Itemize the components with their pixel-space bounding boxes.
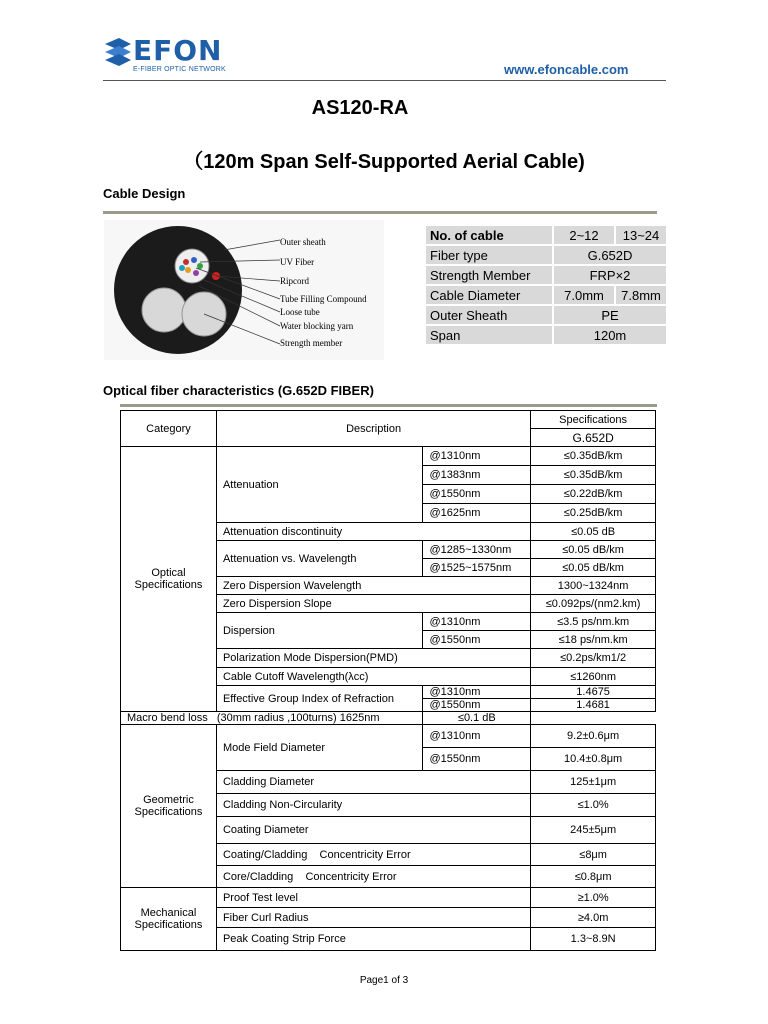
row-condition: @1550nm xyxy=(423,631,531,649)
row-value: ≤0.2ps/km1/2 xyxy=(531,649,656,668)
row-label: Polarization Mode Dispersion(PMD) xyxy=(216,649,530,668)
label-strength-member: Strength member xyxy=(280,338,343,348)
row-label: Attenuation xyxy=(216,447,423,523)
spec-row xyxy=(426,246,666,264)
row-value: ≤0.1 dB xyxy=(423,712,531,725)
row-value: ≤8μm xyxy=(531,844,656,866)
website-link[interactable]: www.efoncable.com xyxy=(504,62,629,77)
row-value: ≥4.0m xyxy=(531,908,656,928)
row-label: Attenuation vs. Wavelength xyxy=(216,541,423,577)
spec-value: G.652D xyxy=(554,246,666,264)
category-optical: Optical Specifications xyxy=(121,447,217,712)
row-condition: @1310nm xyxy=(423,613,531,631)
row-value: 125±1μm xyxy=(531,771,656,794)
row-label: Fiber Curl Radius xyxy=(216,908,530,928)
spec-value: 2~12 xyxy=(554,226,614,244)
section-divider xyxy=(120,404,657,407)
table-row xyxy=(121,712,656,725)
header-category: Category xyxy=(121,411,217,447)
row-condition: @1310nm xyxy=(423,686,531,699)
row-label: Attenuation discontinuity xyxy=(216,523,530,541)
optical-characteristics-table xyxy=(120,410,656,951)
row-label: Peak Coating Strip Force xyxy=(216,928,530,951)
row-label: Cladding Non-Circularity xyxy=(216,794,530,817)
section-divider xyxy=(103,211,657,214)
spec-label: Strength Member xyxy=(426,266,552,284)
row-condition: @1550nm xyxy=(423,699,531,712)
category-geometric: Geometric Specifications xyxy=(121,725,217,888)
spec-label: No. of cable xyxy=(426,226,552,244)
row-label: Mode Field Diameter xyxy=(216,725,423,771)
row-condition: @1310nm xyxy=(423,725,531,748)
row-value: ≤0.05 dB/km xyxy=(531,559,656,577)
cable-design-heading: Cable Design xyxy=(103,186,186,201)
label-loose-tube: Loose tube xyxy=(280,307,320,317)
spec-value: 13~24 xyxy=(616,226,666,244)
spec-value: 120m xyxy=(554,326,666,344)
spec-label: Span xyxy=(426,326,552,344)
row-condition: @1525~1575nm xyxy=(423,559,531,577)
row-label: Coating Diameter xyxy=(216,817,530,844)
row-value: 1.3~8.9N xyxy=(531,928,656,951)
row-value: ≤0.05 dB xyxy=(531,523,656,541)
header-spec-g652d: G.652D xyxy=(531,429,656,447)
spec-value: 7.8mm xyxy=(616,286,666,304)
spec-label: Fiber type xyxy=(426,246,552,264)
page-number: Page1 of 3 xyxy=(359,975,409,986)
table-row xyxy=(121,447,656,466)
spec-label: Outer Sheath xyxy=(426,306,552,324)
label-tube-filling: Tube Filling Compound xyxy=(280,293,367,304)
row-value: ≤0.22dB/km xyxy=(531,485,656,504)
row-condition: @1625nm xyxy=(423,504,531,523)
row-condition: @1310nm xyxy=(423,447,531,466)
label-uv-fiber: UV Fiber xyxy=(280,256,315,267)
row-value: ≤1.0% xyxy=(531,794,656,817)
optical-heading: Optical fiber characteristics (G.652D FIBER) xyxy=(103,383,374,398)
diagram-labels xyxy=(280,236,367,351)
row-label: Zero Dispersion Slope xyxy=(216,595,530,613)
row-value: ≤1260nm xyxy=(531,668,656,686)
table-row xyxy=(121,888,656,908)
row-condition: @1550nm xyxy=(423,748,531,771)
model-title: AS120-RA xyxy=(311,97,409,119)
spec-row xyxy=(426,226,666,244)
spec-label: Cable Diameter xyxy=(426,286,552,304)
spec-row xyxy=(426,326,666,344)
label-ripcord: Ripcord xyxy=(280,276,309,286)
row-label: Effective Group Index of Refraction xyxy=(216,686,423,712)
spec-value: FRP×2 xyxy=(554,266,666,284)
row-condition: @1383nm xyxy=(423,466,531,485)
product-subtitle: （120m Span Self-Supported Aerial Cable) xyxy=(183,151,585,173)
row-label: Cable Cutoff Wavelength(λcc) xyxy=(216,668,530,686)
category-mechanical: Mechanical Specifications xyxy=(121,888,217,951)
logo-text: EFON xyxy=(133,34,223,67)
row-value: ≤0.092ps/(nm2.km) xyxy=(531,595,656,613)
row-value: 1300~1324nm xyxy=(531,577,656,595)
label-water-blocking: Water blocking yarn xyxy=(280,320,354,331)
logo-subtitle: E-FIBER OPTIC NETWORK xyxy=(133,66,226,73)
row-value: ≤0.05 dB/km xyxy=(531,541,656,559)
row-label: Cladding Diameter xyxy=(216,771,530,794)
label-outer-sheath: Outer sheath xyxy=(280,237,326,247)
row-label: Zero Dispersion Wavelength xyxy=(216,577,530,595)
spec-value: 7.0mm xyxy=(554,286,614,304)
row-label: Proof Test level xyxy=(216,888,530,908)
row-value: 245±5μm xyxy=(531,817,656,844)
row-label: Macro bend loss (30mm radius ,100turns) 1625nm xyxy=(121,712,423,725)
header-divider xyxy=(103,80,666,81)
spec-row xyxy=(426,306,666,324)
row-condition: @1285~1330nm xyxy=(423,541,531,559)
row-value: ≤18 ps/nm.km xyxy=(531,631,656,649)
table-row xyxy=(121,725,656,748)
row-condition: @1550nm xyxy=(423,485,531,504)
table-header-row xyxy=(121,411,656,429)
spec-row xyxy=(426,286,666,304)
row-label: Dispersion xyxy=(216,613,423,649)
row-value: ≤3.5 ps/nm.km xyxy=(531,613,656,631)
header-specifications: Specifications xyxy=(531,411,656,429)
spec-row xyxy=(426,266,666,284)
row-label: Coating/Cladding Concentricity Error xyxy=(216,844,530,866)
row-value: 1.4675 xyxy=(531,686,656,699)
cable-spec-table xyxy=(424,224,668,346)
header-description: Description xyxy=(216,411,530,447)
row-value: ≥1.0% xyxy=(531,888,656,908)
row-label: Core/Cladding Concentricity Error xyxy=(216,866,530,888)
spec-value: PE xyxy=(554,306,666,324)
row-value: 9.2±0.6μm xyxy=(531,725,656,748)
row-value: ≤0.35dB/km xyxy=(531,466,656,485)
row-value: ≤0.35dB/km xyxy=(531,447,656,466)
row-value: ≤0.8μm xyxy=(531,866,656,888)
row-value: ≤0.25dB/km xyxy=(531,504,656,523)
row-value: 10.4±0.8μm xyxy=(531,748,656,771)
row-value: 1.4681 xyxy=(531,699,656,712)
